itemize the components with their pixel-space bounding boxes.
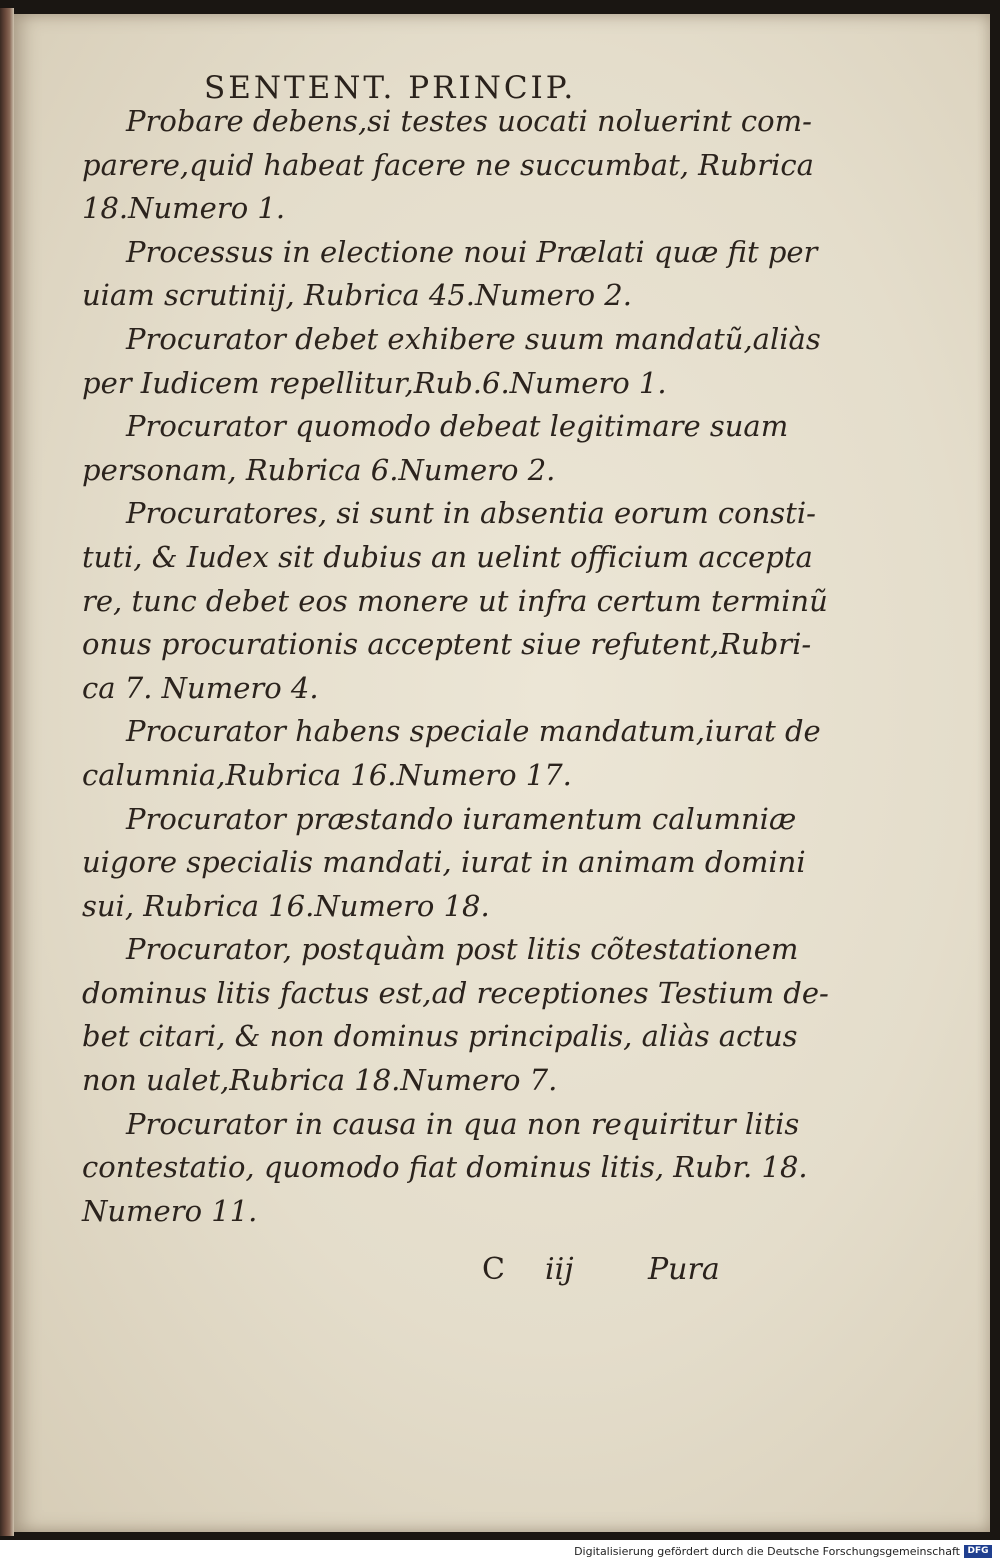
text-line: Procurator præstando iuramentum calumniæ (126, 801, 797, 836)
text-line: Probare debens,si testes uocati noluerint com- (126, 104, 812, 138)
text-line: ca 7. Numero 4. (82, 670, 319, 705)
text-line: Procurator in causa in qua non requiritur litis (126, 1106, 800, 1141)
text-line: Procuratores, si sunt in absentia eorum consti- (126, 496, 816, 531)
text-line: calumnia,Rubrica 16.Numero 17. (82, 757, 572, 792)
text-line: Procurator debet exhibere suum mandatũ,aliàs (126, 321, 821, 356)
text-line: tuti, & Iudex sit dubius an uelint officium accepta (82, 539, 813, 574)
text-line: sui, Rubrica 16.Numero 18. (82, 888, 490, 923)
text-line: contestatio, quomodo fiat dominus litis, Rubr. 18. (82, 1150, 808, 1185)
text-line: personam, Rubrica 6.Numero 2. (82, 452, 556, 487)
running-header: SENTENT. PRINCIP. (204, 70, 577, 106)
body-text (82, 100, 829, 1233)
text-line: Processus in electione noui Prælati quæ fit per (126, 234, 818, 269)
text-line: Numero 11. (82, 1193, 258, 1228)
text-line: Procurator, postquàm post litis cõtestationem (126, 932, 799, 967)
signature-letter: C (482, 1252, 505, 1287)
dfg-logo: DFG (964, 1545, 992, 1558)
text-line: bet citari, & non dominus principalis, aliàs actus (82, 1019, 798, 1054)
text-line: Procurator habens speciale mandatum,iurat de (126, 714, 821, 749)
dfg-credit-text: Digitalisierung gefördert durch die Deutsche Forschungsgemeinschaft (574, 1545, 960, 1558)
text-line: uiam scrutinij, Rubrica 45.Numero 2. (82, 278, 632, 313)
text-line: Procurator quomodo debeat legitimare suam (126, 409, 789, 444)
book-edge (0, 8, 14, 1536)
signature-number: iij (545, 1252, 574, 1287)
text-line: re, tunc debet eos monere ut infra certum terminũ (82, 583, 828, 618)
text-line: 18.Numero 1. (82, 191, 286, 226)
text-line: per Iudicem repellitur,Rub.6.Numero 1. (82, 365, 667, 400)
text-line: uigore specialis mandati, iurat in animam domini (82, 845, 806, 880)
catchword: Pura (648, 1252, 720, 1287)
text-line: dominus litis factus est,ad receptiones Testium de- (82, 975, 829, 1010)
text-line: non ualet,Rubrica 18.Numero 7. (82, 1063, 558, 1098)
text-line: onus procurationis acceptent siue refutent,Rubri- (82, 627, 812, 662)
text-line: parere,quid habeat facere ne succumbat, Rubrica (82, 147, 814, 182)
